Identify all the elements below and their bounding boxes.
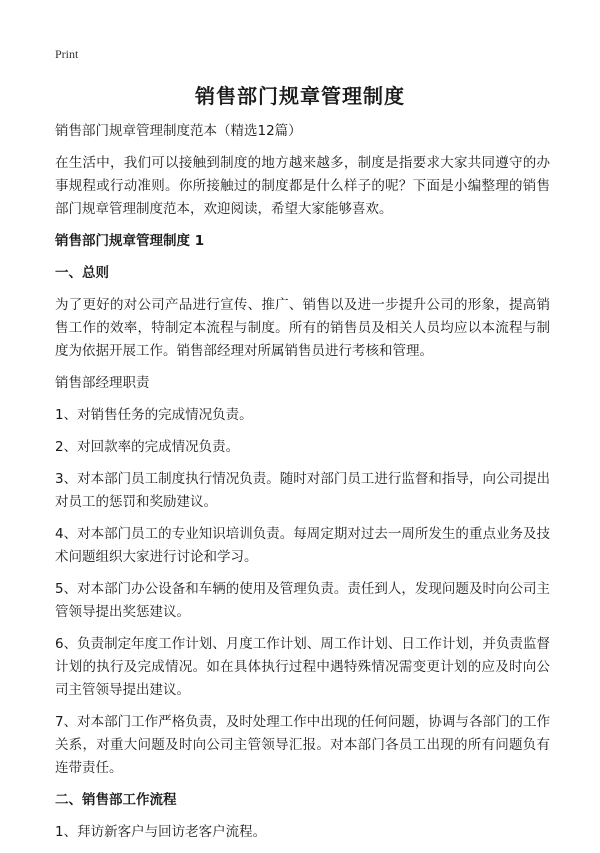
duty-item: 4、对本部门员工的专业知识培训负责。每周定期对过去一周所发生的重点业务及技术问题组织大家进行讨论和学习。 (55, 526, 550, 565)
print-link[interactable]: Print (55, 47, 79, 61)
duty-item: 2、对回款率的完成情况负责。 (55, 439, 240, 455)
duty-item: 3、对本部门员工制度执行情况负责。随时对部门员工进行监督和指导，向公司提出对员工的惩罚和奖励建议。 (55, 471, 550, 510)
duty-item: 1、对销售任务的完成情况负责。 (55, 407, 253, 423)
document-body (55, 120, 550, 853)
duty-item: 5、对本部门办公设备和车辆的使用及管理负责。责任到人，发现问题及时向公司主管领导提出奖惩建议。 (55, 581, 550, 620)
page-title: 销售部门规章管理制度 (195, 84, 405, 108)
duty-item: 6、负责制定年度工作计划、月度工作计划、周工作计划、日工作计划，并负责监督计划的执行及完成情况。如在具体执行过程中遇特殊情况需变更计划的应及时向公司主管领导提出建议。 (55, 636, 550, 698)
intro-paragraph: 在生活中，我们可以接触到制度的地方越来越多，制度是指要求大家共同遵守的办事规程或行动准则。你所接触过的制度都是什么样子的呢？下面是小编整理的销售部门规章管理制度范本，欢迎阅读，希望大家能够喜欢。 (55, 155, 550, 217)
general-paragraph: 为了更好的对公司产品进行宣传、推广、销售以及进一步提升公司的形象，提高销售工作的效率，特制定本流程与制度。所有的销售员及相关人员均应以本流程与制度为依据开展工作。销售部经理对所属销售员进行考核和管理。 (55, 297, 550, 359)
section-heading: 销售部门规章管理制度 1 (55, 233, 205, 249)
process-item: 1、拜访新客户与回访老客户流程。 (55, 824, 267, 840)
duty-item: 7、对本部门工作严格负责，及时处理工作中出现的任何问题，协调与各部门的工作关系，对重大问题及时向公司主管领导汇报。对本部门各员工出现的所有问题负有连带责任。 (55, 714, 550, 776)
part-heading-process: 二、销售部工作流程 (55, 792, 177, 808)
part-heading-general: 一、总则 (55, 265, 109, 281)
doc-subtitle: 销售部门规章管理制度范本（精选12篇） (55, 123, 302, 139)
duties-label: 销售部经理职责 (55, 375, 150, 391)
